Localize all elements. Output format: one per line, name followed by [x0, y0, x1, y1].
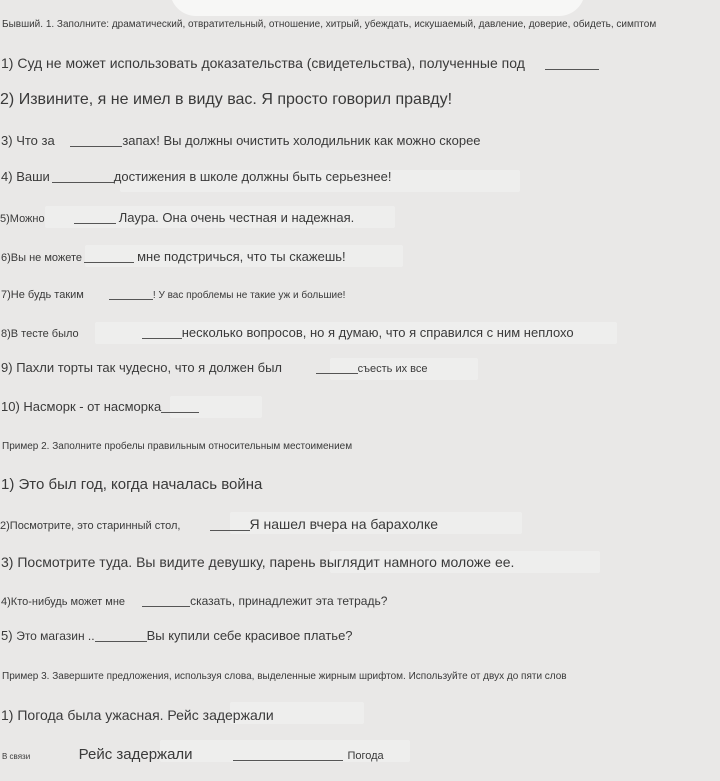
list-item: 10) Насморк - от насморка — [1, 399, 199, 414]
exercise2-title: Пример 2. Заполните пробелы правильным относительным местоимением — [2, 441, 353, 452]
answer-blank[interactable] — [210, 519, 250, 531]
list-item: 2)Посмотрите, это старинный стол, Я нашел вчера на барахолке — [0, 516, 439, 532]
answer-blank[interactable] — [95, 628, 147, 642]
list-item: 6)Вы не можете мне подстричься, что ты скажешь! — [1, 249, 346, 264]
answer-row: В связи Рейс задержали Погода — [2, 746, 384, 763]
list-item: 5) Это магазин .. Вы купили себе красивое платье? — [1, 628, 353, 643]
answer-blank[interactable] — [142, 595, 190, 607]
list-item: 3) Посмотрите туда. Вы видите девушку, парень выглядит намного моложе ее. — [1, 554, 515, 570]
list-item: 4)Кто-нибудь может мне сказать, принадлежит эта тетрадь? — [1, 594, 388, 608]
top-overlay — [170, 0, 585, 16]
list-item: 9) Пахли торты так чудесно, что я должен был съесть их все — [1, 360, 428, 375]
answer-blank[interactable] — [52, 169, 114, 183]
exercise3-title: Пример 3. Завершите предложения, используя слова, выделенные жирным шрифтом. Используйте от двух до пяти слов — [2, 671, 567, 682]
answer-blank[interactable] — [233, 744, 343, 761]
answer-blank[interactable] — [545, 55, 599, 70]
answer-blank[interactable] — [84, 251, 134, 263]
list-item: 4) Ваши достижения в школе должны быть серьезнее! — [1, 169, 392, 184]
answer-blank[interactable] — [316, 360, 358, 374]
list-item: 8)В тесте было несколько вопросов, но я думаю, что я справился с ним неплохо — [1, 325, 574, 340]
list-item: 7)Не будь таким ! У вас проблемы не такие уж и большие! — [1, 289, 346, 301]
answer-blank[interactable] — [109, 288, 153, 300]
answer-blank[interactable] — [70, 133, 122, 147]
list-item: 1) Это был год, когда началась война — [1, 476, 263, 493]
exercise1-title: Бывший. 1. Заполните: драматический, отвратительный, отношение, хитрый, убеждать, искушаемый, давление, доверие, обидеть, симптом — [2, 19, 657, 30]
answer-blank[interactable] — [142, 327, 182, 339]
answer-blank[interactable] — [74, 212, 116, 224]
list-item: 5)Можно Лаура. Она очень честная и надежная. — [0, 210, 355, 225]
list-item: 3) Что за запах! Вы должны очистить холодильник как можно скорее — [1, 133, 481, 148]
list-item: 2) Извините, я не имел в виду вас. Я просто говорил правду! — [0, 91, 453, 108]
answer-blank[interactable] — [161, 399, 199, 413]
list-item: 1) Погода была ужасная. Рейс задержали — [1, 707, 274, 723]
list-item: 1) Суд не может использовать доказательства (свидетельства), полученные под — [1, 55, 599, 71]
